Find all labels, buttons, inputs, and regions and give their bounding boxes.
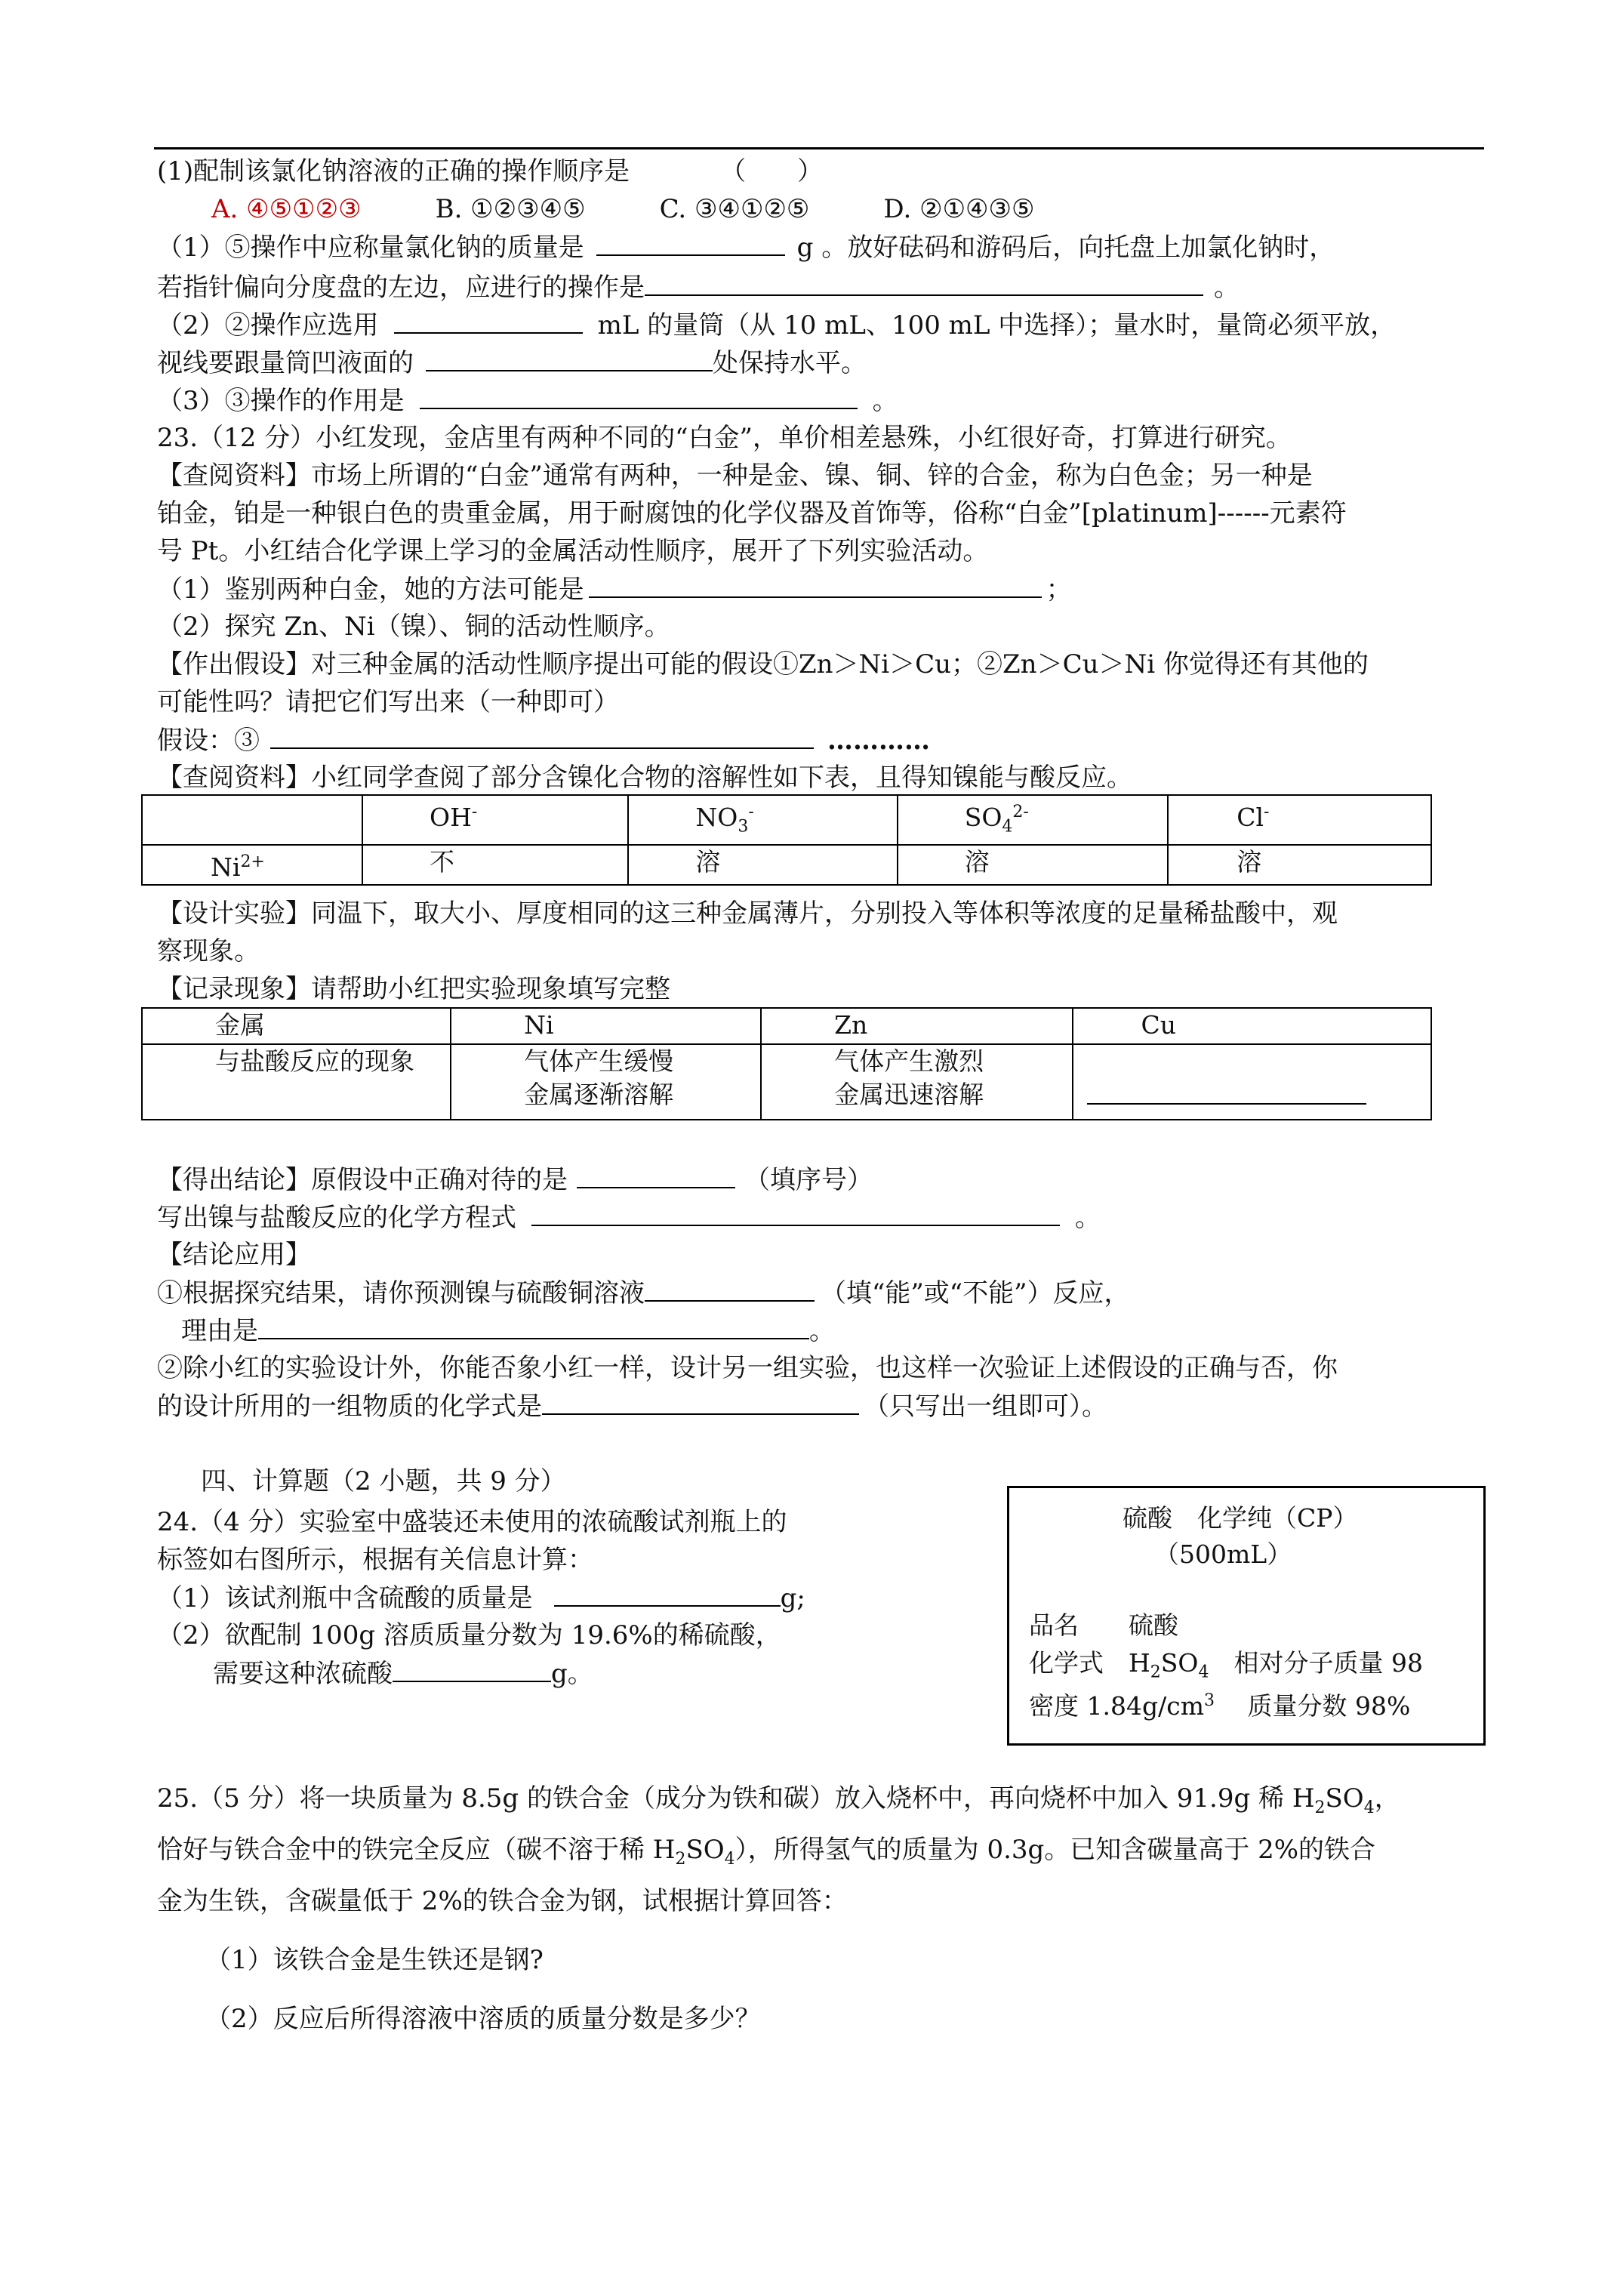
answer-blank[interactable] xyxy=(577,1163,735,1188)
answer-blank[interactable] xyxy=(542,1389,859,1415)
q23-hyp-line1: 【作出假设】对三种金属的活动性顺序提出可能的假设①Zn＞Ni＞Cu；②Zn＞Cu＞Ni 你觉得还有其他的 xyxy=(157,649,1369,680)
label-title: 硫酸 化学纯（CP） xyxy=(1123,1503,1358,1533)
q22-sub1-line1: （1）⑤操作中应称量氯化钠的质量是 g 。放好砝码和游码后，向托盘上加氯化钠时， xyxy=(157,230,1335,264)
q23-ref2: 【查阅资料】小红同学查阅了部分含镍化合物的溶解性如下表，且得知镍能与酸反应。 xyxy=(157,763,1132,793)
q25-line2: 恰好与铁合金中的铁完全反应（碳不溶于稀 $H_2SO_4$），所得氢气的质量为 0.3g。已知含碳量高于 2%的铁合 xyxy=(157,1835,1376,1869)
header-oh: OH- xyxy=(362,795,628,845)
q23-ref1-line1: 【查阅资料】市场上所谓的“白金”通常有两种，一种是金、镍、铜、锌的合金，称为白色金；另一种是 xyxy=(157,461,1313,491)
q23-conclusion: 【得出结论】原假设中正确对待的是 （填序号） xyxy=(157,1163,873,1197)
option-d: D. ②①④③⑤ xyxy=(883,194,1035,224)
answer-blank[interactable] xyxy=(645,270,1203,296)
header-cu: Cu xyxy=(1073,1008,1431,1044)
row-label-ni: $Ni^{2+}$ xyxy=(142,845,362,885)
q24-line2: 标签如右图所示，根据有关信息计算： xyxy=(157,1545,593,1575)
q23-ref1-line3: 号 Pt。小红结合化学课上学习的金属活动性顺序，展开了下列实验活动。 xyxy=(157,536,989,566)
q22-sub2-line1: （2）②操作应选用 mL 的量筒（从 10 mL、100 mL 中选择）；量水时，量筒必须平放， xyxy=(157,308,1396,342)
label-formula: 化学式 $H_2SO_4$ 相对分子质量 98 xyxy=(1029,1648,1423,1682)
cell: 溶 xyxy=(1168,845,1431,885)
q24-sub2: （2）欲配制 100g 溶质质量分数为 19.6%的稀硫酸， xyxy=(157,1620,781,1650)
q23-apply: 【结论应用】 xyxy=(157,1240,311,1270)
q22-order-line: (1)配制该氯化钠溶液的正确的操作顺序是 （ ） xyxy=(157,156,824,186)
q23-apply1: ①根据探究结果，请你预测镍与硫酸铜溶液 （填“能”或“不能”）反应， xyxy=(157,1276,1130,1310)
header-so4: $SO_4^{2-}$ xyxy=(898,795,1169,845)
q22-sub1-line2: 若指针偏向分度盘的左边，应进行的操作是 。 xyxy=(157,270,1240,304)
header-cl: Cl- xyxy=(1168,795,1431,845)
q23-design-line1: 【设计实验】同温下，取大小、厚度相同的这三种金属薄片，分别投入等体积等浓度的足量稀盐酸中，观 xyxy=(157,898,1338,929)
option-b: B. ①②③④⑤ xyxy=(435,194,586,224)
answer-blank[interactable] xyxy=(531,1200,1060,1226)
answer-blank[interactable] xyxy=(554,1581,781,1607)
section4-title: 四、计算题（2 小题，共 9 分） xyxy=(201,1466,566,1496)
answer-blank[interactable] xyxy=(393,1657,551,1682)
q25-sub2: （2）反应后所得溶液中溶质的质量分数是多少？ xyxy=(205,2004,761,2034)
q25-line3: 金为生铁，含碳量低于 2%的铁合金为钢，试根据计算回答： xyxy=(157,1886,848,1916)
q22-sub2-line2: 视线要跟量筒凹液面的 处保持水平。 xyxy=(157,346,867,380)
q23-q2: （2）探究 Zn、Ni（镍）、铜的活动性顺序。 xyxy=(157,612,670,642)
cell: 溶 xyxy=(898,845,1169,885)
label-name: 品名 硫酸 xyxy=(1029,1610,1178,1640)
answer-blank[interactable] xyxy=(596,230,785,256)
answer-blank[interactable] xyxy=(394,308,583,334)
q25-sub1: （1）该铁合金是生铁还是钢? xyxy=(205,1945,544,1975)
solubility-header-row xyxy=(142,795,1431,845)
q23-reason: 理由是 。 xyxy=(181,1314,835,1348)
solubility-ni-row xyxy=(142,845,1431,885)
answer-blank[interactable] xyxy=(270,723,814,749)
label-density: 密度 $1.84g/cm^3$ 质量分数 98% xyxy=(1029,1691,1411,1721)
q23-ref1-line2: 铂金，铂是一种银白色的贵重金属，用于耐腐蚀的化学仪器及首饰等，俗称“白金”[platinum]------元素符 xyxy=(157,498,1347,529)
header-no3: $NO_3^-$ xyxy=(628,795,897,845)
reagent-label-box xyxy=(1007,1486,1486,1746)
answer-blank[interactable] xyxy=(258,1314,809,1339)
observation-header-row xyxy=(142,1008,1431,1044)
q23-intro: 23.（12 分）小红发现，金店里有两种不同的“白金”，单价相差悬殊，小红很好奇，打算进行研究。 xyxy=(157,423,1292,453)
label-volume: （500mL） xyxy=(1154,1539,1292,1569)
header-zn: Zn xyxy=(761,1008,1072,1044)
q22-options xyxy=(211,193,1035,226)
q24-sub2b: 需要这种浓硫酸 g。 xyxy=(213,1657,593,1690)
answer-blank[interactable] xyxy=(1087,1079,1366,1105)
q25-line1: 25.（5 分）将一块质量为 8.5g 的铁合金（成分为铁和碳）放入烧杯中，再向烧杯中加入 91.9g 稀 $H_2SO_4$， xyxy=(157,1783,1400,1817)
answer-blank[interactable] xyxy=(589,572,1042,598)
option-a: A. ④⑤①②③ xyxy=(211,194,362,224)
cell: 溶 xyxy=(628,845,897,885)
header-metal: 金属 xyxy=(142,1008,451,1044)
top-rule xyxy=(154,147,1484,149)
q24-sub1: （1）该试剂瓶中含硫酸的质量是 g; xyxy=(157,1581,805,1615)
answer-blank[interactable] xyxy=(645,1276,815,1302)
observation-table xyxy=(141,1007,1432,1120)
ni-observation: 气体产生缓慢 金属逐渐溶解 xyxy=(451,1044,761,1120)
q23-apply2-line1: ②除小红的实验设计外，你能否象小红一样，设计另一组实验，也这样一次验证上述假设的正确与否，你 xyxy=(157,1353,1338,1383)
q23-record: 【记录现象】请帮助小红把实验现象填写完整 xyxy=(157,974,670,1004)
q23-equation: 写出镍与盐酸反应的化学方程式 。 xyxy=(157,1200,1101,1234)
option-c: C. ③④①②⑤ xyxy=(659,194,810,224)
q23-hyp-line2: 可能性吗？请把它们写出来（一种即可） xyxy=(157,687,619,717)
header-ni: Ni xyxy=(451,1008,761,1044)
q22-sub3: （3）③操作的作用是 。 xyxy=(157,384,898,418)
q23-apply2-line2: 的设计所用的一组物质的化学式是 （只写出一组即可）。 xyxy=(157,1389,1107,1423)
zn-observation: 气体产生激烈 金属迅速溶解 xyxy=(761,1044,1072,1120)
answer-blank[interactable] xyxy=(420,384,858,409)
cu-observation xyxy=(1073,1044,1431,1120)
observation-row xyxy=(142,1044,1431,1120)
cell: 不 xyxy=(362,845,628,885)
q23-q1: （1）鉴别两种白金，她的方法可能是 ； xyxy=(157,572,1072,606)
solubility-table xyxy=(141,794,1432,886)
q24-line1: 24.（4 分）实验室中盛装还未使用的浓硫酸试剂瓶上的 xyxy=(157,1507,787,1537)
row-label-reaction: 与盐酸反应的现象 xyxy=(142,1044,451,1120)
q23-design-line2: 察现象。 xyxy=(157,936,260,966)
answer-blank[interactable] xyxy=(426,346,713,371)
q23-hyp3: 假设：③ ………… xyxy=(157,723,930,757)
